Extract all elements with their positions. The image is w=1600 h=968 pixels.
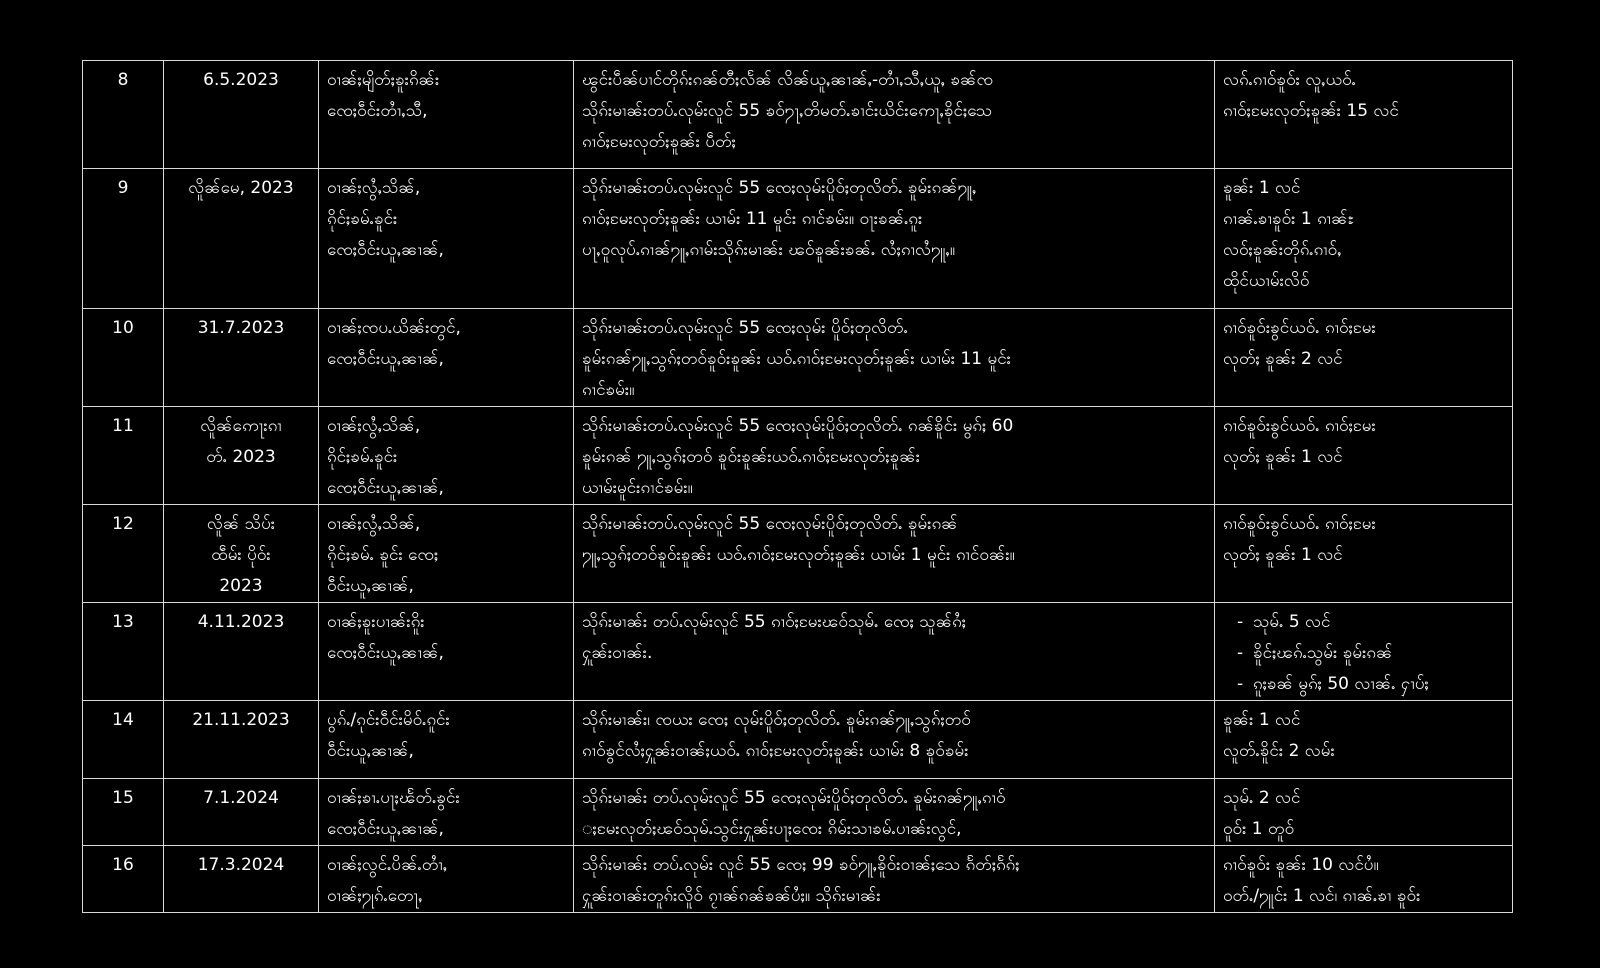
result-cell bbox=[1215, 603, 1513, 701]
result-text: လူတ်ႉၶိူင်း 2 လမ်း bbox=[1223, 741, 1335, 761]
result-cell bbox=[1215, 407, 1513, 505]
event-cell bbox=[574, 603, 1215, 701]
row-number-cell bbox=[83, 309, 164, 407]
date-text: တ်ႉ 2023 bbox=[206, 447, 276, 467]
place-text: ဝၢၼ်ႈၸပႉယိၼ်းတွင်, bbox=[327, 318, 461, 338]
row-number-cell bbox=[83, 169, 164, 309]
place-text: ဝၢၼ်ႈမျိတ်ႈၶူးၵိၼ်း bbox=[327, 70, 440, 90]
row-number-cell bbox=[83, 701, 164, 779]
incident-table bbox=[82, 60, 1513, 913]
event-cell bbox=[574, 701, 1215, 779]
place-text: ၸေႈဝဵင်းယူႇၼၢၼ်, bbox=[327, 349, 444, 369]
result-text: ၵၢဝ်ၶူဝ်း ၶူၼ်း 10 လင်ပႆ။ bbox=[1223, 855, 1379, 875]
date-text: ထဵမ်း ပိုဝ်း bbox=[211, 545, 271, 565]
row-number: 12 bbox=[112, 514, 134, 534]
date-text: လိူၼ် သိပ်း bbox=[206, 514, 276, 534]
place-text: ၵိုင်ႈၶမ်ႉၶူင်း bbox=[327, 447, 398, 467]
row-number: 8 bbox=[117, 70, 129, 90]
event-text: သိုၵ်းမၢၼ်းတပ်ႉလုမ်းလူင် 55 ၸေႈလုမ်း ပိူဝ်ႈတုလိတ်ႉ bbox=[582, 318, 908, 338]
row-number: 11 bbox=[112, 416, 134, 436]
result-text: ထိုင်ယၢမ်းလိဝ် bbox=[1223, 271, 1310, 291]
result-text: ၵၢဝ်ၶူဝ်းၶွင်ယဝ်ႉ ၵၢဝ်ႈမႄး bbox=[1223, 318, 1376, 338]
result-text: ၶူၼ်း 1 လင် bbox=[1223, 178, 1301, 198]
incident-table-body bbox=[83, 61, 1513, 913]
result-cell bbox=[1215, 701, 1513, 779]
event-text: ၽွင်းပဵၼ်ပၢင်တိုၵ်းၵၼ်တီႈလႅၼ် လိၼ်ယူႇၼၢၼ်ႇ-တၢႆႇသီႇယူႇ ၶၼ်ၸ bbox=[582, 70, 994, 90]
place-cell bbox=[319, 407, 574, 505]
date-text: 6.5.2023 bbox=[203, 70, 279, 90]
row-number-cell bbox=[83, 603, 164, 701]
event-text: သိုၵ်းမၢၼ်းတပ်ႉလုမ်းလူင် 55 ၸေႈလုမ်းပိူဝ်ႈတုလိတ်ႉ ၶူမ်းၵၼ် bbox=[582, 514, 958, 534]
place-text: ဝၢၼ်ႈၶၢႉပႃႈၽႅတ်ႉၶွင်း bbox=[327, 788, 460, 808]
row-number-cell bbox=[83, 61, 164, 169]
date-cell bbox=[164, 779, 319, 846]
event-text: ၶူမ်းၵၼ်႒ူႇသွၵ်ႈတဝ်ၶူဝ်းၶူၼ်း ယဝ်ႉၵၢဝ်ႈမႄးလုတ်ႈၶူၼ်း ယၢမ်း 11 မူင်း bbox=[582, 349, 1011, 369]
date-text: လိူၼ်မေ, 2023 bbox=[188, 178, 294, 198]
result-cell bbox=[1215, 505, 1513, 603]
row-number: 9 bbox=[117, 178, 129, 198]
date-cell bbox=[164, 169, 319, 309]
bullet-dash: - bbox=[1237, 612, 1244, 632]
event-text: သိုၵ်းမၢၼ်းတပ်ႉလုမ်းလူင် 55 ၸေႈလုမ်းပိူဝ်ႈတုလိတ်ႉ ၶူမ်းၵၼ်႒ူႇ bbox=[582, 178, 977, 198]
bullet-dash: - bbox=[1237, 643, 1244, 663]
place-text: ဝဵင်းယူႇၼၢၼ်, bbox=[327, 741, 414, 761]
result-text: ၵၢဝ်ၶူဝ်းၶွင်ယဝ်ႉ ၵၢဝ်ႈမႄး bbox=[1223, 514, 1376, 534]
bullet-dash: - bbox=[1237, 674, 1244, 694]
date-cell bbox=[164, 407, 319, 505]
event-cell bbox=[574, 846, 1215, 913]
result-cell bbox=[1215, 846, 1513, 913]
event-cell bbox=[574, 309, 1215, 407]
result-bullet bbox=[1223, 638, 1504, 669]
row-number: 14 bbox=[112, 710, 134, 730]
place-text: ၸေႈဝဵင်းတၢႆႇသီ, bbox=[327, 101, 428, 121]
row-number: 10 bbox=[112, 318, 134, 338]
event-text: သိုၵ်းမၢၼ်းတပ်ႉလုမ်းလူင် 55 ၸေႈလုမ်းပိူဝ်ႈတုလိတ်ႉ ၵၼ်ၶိူင်း မွၵ်ႈ 60 bbox=[582, 416, 1014, 436]
date-cell bbox=[164, 846, 319, 913]
place-cell bbox=[319, 779, 574, 846]
event-text: သိုၵ်းမၢၼ်း တပ်ႉလုမ်းလူင် 55 ၸေႈလုမ်းပိူဝ်ႈတုလိတ်ႉ ၶူမ်းၵၼ်႒ူႇၵၢဝ် bbox=[582, 788, 1006, 808]
event-text: သိုၵ်းမၢၼ်း၊ ၸယး ၸေႈ လုမ်းပိူဝ်ႈတုလိတ်ႉ ၶူမ်းၵၼ်႒ူႇသွၵ်ႈတဝ် bbox=[582, 710, 971, 730]
table-row bbox=[83, 61, 1513, 169]
result-text: လုတ်ႈ ၶူၼ်း 2 လင် bbox=[1223, 349, 1343, 369]
result-text: ဝူဝ်း 1 တူဝ် bbox=[1223, 819, 1295, 839]
event-text: ၵၢဝ်ႈမႄးလုတ်ႈၶူၼ်း ပဵတ်ႈ bbox=[582, 132, 736, 152]
event-text: ၵၢင်ၶမ်း။ bbox=[582, 380, 635, 400]
row-number: 13 bbox=[112, 612, 134, 632]
place-text: ဝၢၼ်ႈၶူးပၢၼ်းၵိူး bbox=[327, 612, 425, 632]
result-text: ၵၢၼ်ႉၶၢၶူဝ်း 1 ၵၢၼ်ႊ bbox=[1223, 209, 1354, 229]
result-text: သုမ်ႉ 2 လင် bbox=[1223, 788, 1301, 808]
event-cell bbox=[574, 407, 1215, 505]
place-text: ဝဵင်းယူႇၼၢၼ်, bbox=[327, 576, 414, 596]
result-text: ၵၢဝ်ၶူဝ်းၶွင်ယဝ်ႉ ၵၢဝ်ႈမႄး bbox=[1223, 416, 1376, 436]
result-cell bbox=[1215, 309, 1513, 407]
date-text: 31.7.2023 bbox=[197, 318, 285, 338]
result-text: ၶူၼ်း 1 လင် bbox=[1223, 710, 1301, 730]
event-text: ပႃႇဝူလုပ်ႉၵၢၼ်႒ူႇၵၢမ်းသိုၵ်းမၢၼ်း ၽဝ်ၶူၼ်းၶၼ်ႉ လႆႈၵၢလႆ႒ူႇ။ bbox=[582, 240, 955, 260]
place-cell bbox=[319, 603, 574, 701]
row-number-cell bbox=[83, 846, 164, 913]
date-text: 21.11.2023 bbox=[192, 710, 290, 730]
event-cell bbox=[574, 61, 1215, 169]
place-cell bbox=[319, 846, 574, 913]
date-cell bbox=[164, 505, 319, 603]
date-cell bbox=[164, 701, 319, 779]
place-cell bbox=[319, 505, 574, 603]
date-cell bbox=[164, 309, 319, 407]
place-cell bbox=[319, 701, 574, 779]
place-text: ဝၢၼ်ႈ႒ုၵ်ႉတေႃႇ bbox=[327, 886, 423, 906]
row-number: 15 bbox=[112, 788, 134, 808]
result-text: လုတ်ႈ ၶူၼ်း 1 လင် bbox=[1223, 545, 1343, 565]
event-cell bbox=[574, 779, 1215, 846]
result-text: လုတ်ႈ ၶူၼ်း 1 လင် bbox=[1223, 447, 1343, 467]
place-text: ၸေႈဝဵင်းယူႇၼၢၼ်, bbox=[327, 819, 444, 839]
result-bullet-text: ၶိူင်ႈၽၵ်ႉသွမ်း ၶူမ်းၵၼ် bbox=[1253, 643, 1393, 663]
place-text: ၵိုင်ႈၶမ်ႉၶူင်း bbox=[327, 209, 398, 229]
result-bullet-text: ၵူႈၶၼ် မွၵ်ႈ 50 လၢၼ်ႉ ႁၢပ်ႈ bbox=[1253, 674, 1429, 694]
table-row bbox=[83, 169, 1513, 309]
result-text: ဝတ်ႉ/႒ူင်း 1 လင်၊ ၵၢၼ်ႉၶၢ ၶူဝ်း bbox=[1223, 886, 1421, 906]
event-text: ႁူၼ်းဝၢၼ်း. bbox=[582, 643, 653, 663]
date-text: 2023 bbox=[219, 576, 263, 596]
table-row bbox=[83, 701, 1513, 779]
place-text: ပွၵ်ႉ/ၵုင်းဝဵင်းမိဝ်ႉၵူင်း bbox=[327, 710, 450, 730]
event-text: ႈမႄးလုတ်ႈၽဝ်သုမ်ႉသွင်းႁူၼ်းပႃႈၸေး ၵိမ်းသၢၶမ်ႉပၢၼ်းလွင်, bbox=[582, 819, 962, 839]
row-number-cell bbox=[83, 505, 164, 603]
event-cell bbox=[574, 505, 1215, 603]
row-number: 16 bbox=[112, 855, 134, 875]
event-text: သိုၵ်းမၢၼ်း တပ်ႉလုမ်းလူင် 55 ၵၢဝ်ႈမႄးၽဝ်သုမ်ႉ ၸေႈ သူၼ်ၵႆႈ bbox=[582, 612, 967, 632]
place-text: ဝၢၼ်ႈလွႆႇသိၼ်, bbox=[327, 178, 421, 198]
place-cell bbox=[319, 309, 574, 407]
event-cell bbox=[574, 169, 1215, 309]
date-text: 7.1.2024 bbox=[203, 788, 279, 808]
event-text: ႁူၼ်းဝၢၼ်းတူၵ်းလိူဝ် ၵႂၢၼ်ၵၼ်ၶၼ်ပႆႈ။ သိုၵ်းမၢၼ်း bbox=[582, 886, 881, 906]
date-text: 4.11.2023 bbox=[197, 612, 285, 632]
table-row bbox=[83, 846, 1513, 913]
date-text: 17.3.2024 bbox=[197, 855, 285, 875]
table-row bbox=[83, 505, 1513, 603]
result-bullet bbox=[1223, 669, 1504, 700]
table-row bbox=[83, 779, 1513, 846]
place-text: ၸေႈဝဵင်းယူႇၼၢၼ်, bbox=[327, 240, 444, 260]
place-text: ၵိုင်ႈၶမ်ႉ ၶူင်း ၸေႈ bbox=[327, 545, 439, 565]
date-cell bbox=[164, 603, 319, 701]
table-row bbox=[83, 309, 1513, 407]
place-text: ဝၢၼ်ႈလွင်ႉပိၼ်ႉတၢႆႇ bbox=[327, 855, 448, 875]
place-text: ဝၢၼ်ႈလွႆႇသိၼ်, bbox=[327, 514, 421, 534]
result-bullet bbox=[1223, 607, 1504, 638]
event-text: သိုၵ်းမၢၼ်းတပ်ႉလုမ်းလူင် 55 ၶဝ်႒ႃႇတိမတ်ႉၶၢင်းယိင်းဢေႃႇၶိုင်ႈသေ bbox=[582, 101, 993, 121]
event-text: ၵၢဝ်ၶွင်လႆႈႁူၼ်းဝၢၼ်ႈယဝ်ႉ ၵၢဝ်ႈမႄးလုတ်ႈၶူၼ်း ယၢမ်း 8 ၶူဝ်ၶမ်း bbox=[582, 741, 969, 761]
event-text: ၵၢဝ်ႈမႄးလုတ်ႈၶူၼ်း ယၢမ်း 11 မူင်း ၵၢင်ၶမ်း။ ဝႃးၶၼ်ႉၵူး bbox=[582, 209, 923, 229]
event-text: ယၢမ်းမူင်းၵၢင်ၶမ်း။ bbox=[582, 478, 693, 498]
result-text: လဝ်ႈၶူၼ်းတိုၵ်ႉၵၢဝ်ႇ bbox=[1223, 240, 1342, 260]
place-text: ၸေႈဝဵင်းယူႇၼၢၼ်, bbox=[327, 643, 444, 663]
row-number-cell bbox=[83, 407, 164, 505]
event-text: ႒ူႇသွၵ်ႈတဝ်ၶူဝ်းၶူၼ်း ယဝ်ႉၵၢဝ်ႈမႄးလုတ်ႈၶူၼ်း ယၢမ်း 1 မူင်း ၵၢင်ဝၼ်း။ bbox=[582, 545, 1015, 565]
event-text: သိုၵ်းမၢၼ်း တပ်ႉလုမ်း လူင် 55 ၸေႈ 99 ၶဝ်႒ူႇၶိူဝ်းဝၢၼ်ႈသေ ၵႅတ်ႈၵႅၵ်ႈ bbox=[582, 855, 1020, 875]
table-row bbox=[83, 407, 1513, 505]
result-cell bbox=[1215, 169, 1513, 309]
date-cell bbox=[164, 61, 319, 169]
result-text: ၵၢဝ်ႈမႄးလုတ်ႈၶူၼ်း 15 လင် bbox=[1223, 101, 1399, 121]
result-text: လၵ်ႉၵၢဝ်ၶူဝ်း လူႇယဝ်ႉ bbox=[1223, 70, 1356, 90]
place-text: ၸေႈဝဵင်းယူႇၼၢၼ်, bbox=[327, 478, 444, 498]
result-bullet-text: သုမ်ႉ 5 လင် bbox=[1253, 612, 1331, 632]
date-text: လိူၼ်ဢေႃးၵၢ bbox=[200, 416, 282, 436]
place-cell bbox=[319, 61, 574, 169]
result-cell bbox=[1215, 779, 1513, 846]
event-text: ၶူမ်းၵၼ် ႒ူႇသွၵ်ႈတဝ် ၶူဝ်းၶူၼ်းယဝ်ႉၵၢဝ်ႈမႄးလုတ်ႈၶူၼ်း bbox=[582, 447, 921, 467]
place-cell bbox=[319, 169, 574, 309]
row-number-cell bbox=[83, 779, 164, 846]
result-cell bbox=[1215, 61, 1513, 169]
table-row bbox=[83, 603, 1513, 701]
place-text: ဝၢၼ်ႈလွႆႇသိၼ်, bbox=[327, 416, 421, 436]
